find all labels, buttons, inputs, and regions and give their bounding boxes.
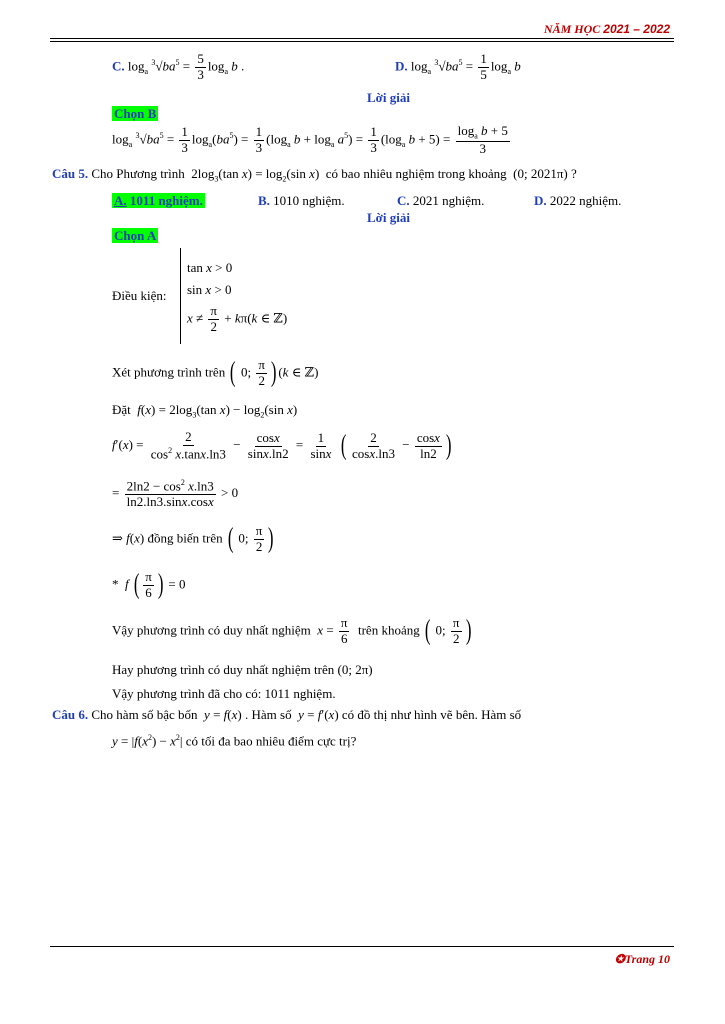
q4-solution-formula: $\log_a ^3√ba^5$ = $\frac{1}{3}$ $\log_a(ba^5)$ = $\frac{1}{3}$ ($\log_a$ $b + \log_a a^5$) = $\frac{1}{3}$ ($\log_a$ b + 5) = $\frac{\log_a b + 5}{3}$ <box>112 123 508 156</box>
q5-define-f: Đặt $f(x) = 2\log_3(\tan$ $x) - \log_2(\sin$ x) <box>112 402 298 420</box>
q4-answer-badge: Chọn B <box>114 106 157 121</box>
q4-solution-heading: Lời giải <box>367 90 410 105</box>
header-title: NĂM HỌC 2021 – 2022 <box>543 22 670 36</box>
q5-option-b: B. 1010 nghiệm. <box>258 193 345 208</box>
header-divider <box>50 38 674 39</box>
q5-condition-label: Điều kiện: <box>112 288 167 303</box>
q5-option-a: A. 1011 nghiệm. <box>114 193 203 208</box>
q5-increasing: ⇒ f(x) đồng biến trên ( 0; $\frac{\pi}{2}$ ) <box>112 523 274 555</box>
q5-option-d: D. 2022 nghiệm. <box>534 193 622 208</box>
star-icon: ✪ <box>614 952 625 966</box>
q5-answer-badge: Chọn A <box>114 228 157 243</box>
q5-solution-heading: Lời giải <box>367 210 410 225</box>
q5-question: Câu 5. Cho Phương trình $2\log_3(\tan$ $x) = \log_2(\sin$ x) có bao nhiêu nghiệm trong khoảng (0; 2021π) ? <box>52 166 577 184</box>
footer-divider <box>50 946 674 947</box>
q5-conclusion-2: Hay phương trình có duy nhất nghiệm trên (0; 2π) <box>112 662 373 677</box>
q6-question-line2: $y = |f(x^2) - x^2|$ có tối đa bao nhiêu điểm cực trị? <box>112 733 357 749</box>
q5-derivative-simplified: = $\frac{2\ln 2 - \cos^2 x.\ln 3}{\ln 2.\ln 3.\sin x.\cos x}$ > 0 <box>112 478 239 510</box>
footer-page: ✪Trang 10 <box>614 952 670 966</box>
q5-conclusion-3: Vậy phương trình đã cho có: 1011 nghiệm. <box>112 686 336 701</box>
q5-conclusion-1: Vậy phương trình có duy nhất nghiệm x = $\frac{\pi}{6}$ trên khoảng ( 0; $\frac{\pi}{2}$ ) <box>112 615 471 647</box>
header-divider-2 <box>50 41 674 42</box>
q5-consider-interval: Xét phương trình trên ( 0; $\frac{\pi}{2}$ ) (k ∈ ℤ) <box>112 357 319 389</box>
q5-option-c: C. 2021 nghiệm. <box>397 193 485 208</box>
q4-option-c: C. $\log_a ^3√ba^5$ = $\frac{5}{3}$ $\log_a b$ . <box>112 51 245 82</box>
q6-question: Câu 6. Cho hàm số bậc bốn y = f(x) . Hàm số y = f′(x) có đồ thị như hình vẽ bên. Hàm số <box>52 707 522 722</box>
q5-condition-system: tan x > 0 sin x > 0 x ≠ $\frac{\pi}{2}$ + kπ(k ∈ ℤ) <box>180 248 287 344</box>
q4-option-d: D. $\log_a ^3√ba^5$ = $\frac{1}{5}$ $\log_a b$ <box>395 51 521 82</box>
q5-derivative: f′(x) = $\frac{2}{\cos^2 x.\tan x.\ln 3}$ − $\frac{\cos x}{\sin x.\ln 2}$ = $\frac{1}{\sin x}$ ( $\frac{2}{\cos x.\ln 3}$ − $\frac{\cos x}{\ln 2}$ ) <box>112 429 452 462</box>
q5-f-value: * f ( $\frac{\pi}{6}$ ) = 0 <box>112 569 186 601</box>
